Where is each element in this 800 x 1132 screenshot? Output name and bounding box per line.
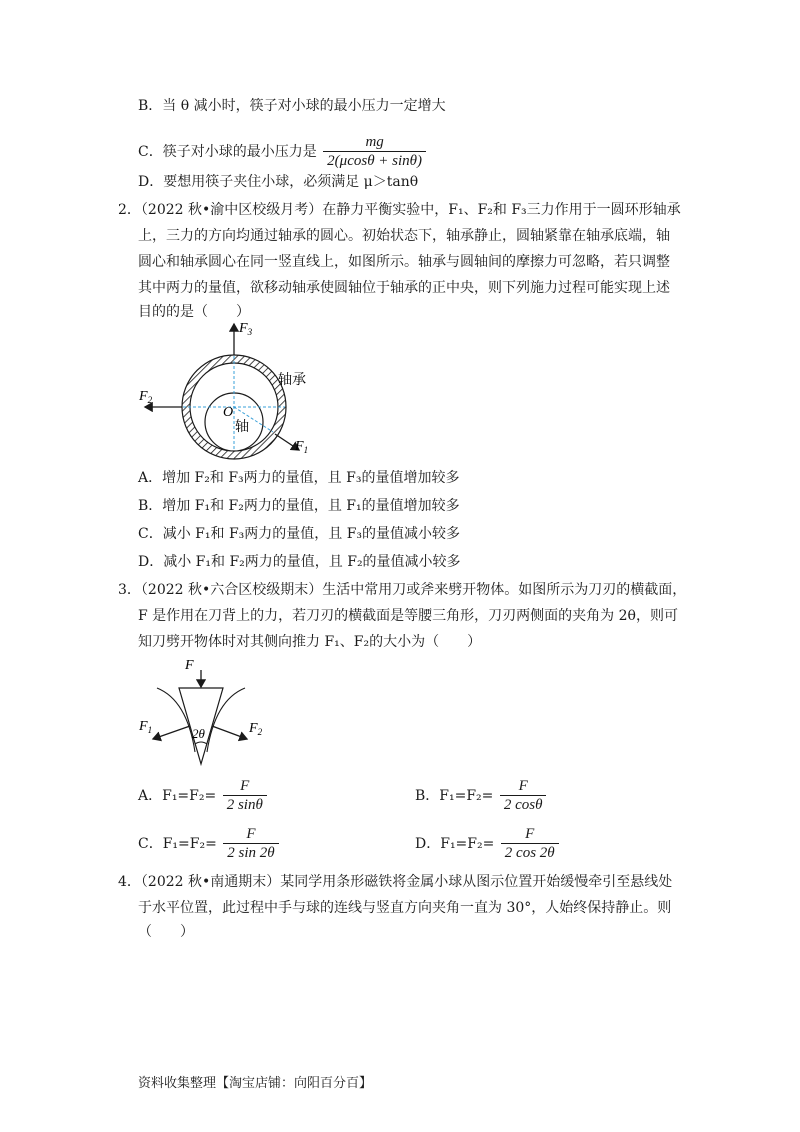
- q2-stem-line-1: 2．（2022 秋•渝中区校级月考）在静力平衡实验中，F₁、F₂和 F₃三力作用于一圆环形轴承: [118, 202, 681, 218]
- q3-stem-line-3: 知刀劈开物体时对其侧向推力 F₁、F₂的大小为（ ）: [138, 634, 482, 650]
- q3-option-d-numerator: F: [525, 826, 535, 842]
- q3-option-a-denominator: 2 sinθ: [223, 795, 267, 814]
- f2-label: $F_2$: [249, 721, 263, 737]
- q3-option-c-fraction: [223, 826, 278, 862]
- q3-option-b-fraction: [500, 778, 547, 814]
- q3-option-c-denominator: 2 sin 2θ: [223, 843, 278, 862]
- q3-stem-line-2: F 是作用在刀背上的力，若刀刃的横截面是等腰三角形，刀刃两侧面的夹角为 2θ，则可: [138, 608, 678, 624]
- q3-option-a: [138, 778, 267, 814]
- q3-option-b: [415, 778, 546, 814]
- q1-option-c-numerator: mg: [365, 134, 384, 150]
- q3-option-c-numerator: F: [246, 826, 256, 842]
- q3-option-b-denominator: 2 cosθ: [500, 795, 547, 814]
- q3-option-a-prefix: A．F₁=F₂=: [138, 788, 217, 804]
- q1-option-d: D．要想用筷子夹住小球，必须满足 μ＞tanθ: [138, 174, 419, 190]
- q4-stem-line-3: （ ）: [138, 924, 194, 940]
- q3-option-c: [138, 826, 279, 862]
- q3-option-a-numerator: F: [240, 778, 250, 794]
- q2-option-b: B．增加 F₁和 F₂两力的量值，且 F₁的量值增加较多: [138, 498, 460, 514]
- q1-option-b: B．当 θ 减小时，筷子对小球的最小压力一定增大: [138, 98, 446, 114]
- q3-stem-line-1: 3．（2022 秋•六合区校级期末）生活中常用刀或斧来劈开物体。如图所示为刀刃的横截面，: [118, 582, 687, 598]
- q3-option-d: [415, 826, 559, 862]
- center-label: O: [223, 405, 234, 420]
- q3-option-a-fraction: [223, 778, 267, 814]
- q1-option-c-fraction: [323, 134, 426, 170]
- bearing-label: 轴承: [278, 373, 306, 388]
- f1-arrow: [153, 726, 190, 739]
- q4-stem-line-2: 于水平位置，此过程中手与球的连线与竖直方向夹角一直为 30°，人始终保持静止。则: [138, 900, 672, 916]
- f-label: F: [185, 658, 194, 673]
- q2-stem-line-5: 目的的是（ ）: [138, 304, 250, 320]
- angle-label: 2θ: [192, 726, 205, 741]
- q2-stem-line-4: 其中两力的量值，欲移动轴承使圆轴位于轴承的正中央，则下列施力过程可能实现上述: [138, 280, 670, 296]
- q3-option-c-prefix: C．F₁=F₂=: [138, 836, 217, 852]
- q3-option-d-prefix: D．F₁=F₂=: [415, 836, 495, 852]
- bearing-diagram: [135, 318, 325, 468]
- q2-stem-line-2: 上，三力的方向均通过轴承的圆心。初始状态下，轴承静止，圆轴紧靠在轴承底端，轴: [138, 228, 670, 244]
- f3-label: $F_3$: [239, 321, 253, 337]
- q4-stem-line-1: 4．（2022 秋•南通期末）某同学用条形磁铁将金属小球从图示位置开始缓慢牵引至悬线处: [118, 874, 673, 890]
- q3-option-d-fraction: [501, 826, 559, 862]
- f2-arrow: [212, 726, 247, 739]
- q2-stem-line-3: 圆心和轴承圆心在同一竖直线上，如图所示。轴承与圆轴间的摩擦力可忽略，若只调整: [138, 254, 670, 270]
- q1-option-c-denominator: 2(μcosθ + sinθ): [323, 151, 426, 170]
- f2-label: $F_2$: [139, 389, 153, 405]
- q1-option-c: [138, 134, 426, 170]
- shaft-label: 轴: [235, 420, 249, 435]
- q2-option-d: D．减小 F₁和 F₂两力的量值，且 F₂的量值减小较多: [138, 554, 461, 570]
- footer-source-note: 资料收集整理【淘宝店铺：向阳百分百】: [138, 1076, 373, 1091]
- q2-option-a: A．增加 F₂和 F₃两力的量值，且 F₃的量值增加较多: [138, 470, 460, 486]
- q3-option-b-prefix: B．F₁=F₂=: [415, 788, 494, 804]
- q2-option-c: C．减小 F₁和 F₃两力的量值，且 F₃的量值减小较多: [138, 526, 461, 542]
- q3-option-d-denominator: 2 cos 2θ: [501, 843, 559, 862]
- q3-option-b-numerator: F: [518, 778, 528, 794]
- f1-label: $F_1$: [139, 719, 153, 735]
- q1-option-c-prefix: C．筷子对小球的最小压力是: [138, 144, 317, 160]
- f1-label: $F_1$: [295, 439, 309, 455]
- blade-diagram: [135, 656, 275, 768]
